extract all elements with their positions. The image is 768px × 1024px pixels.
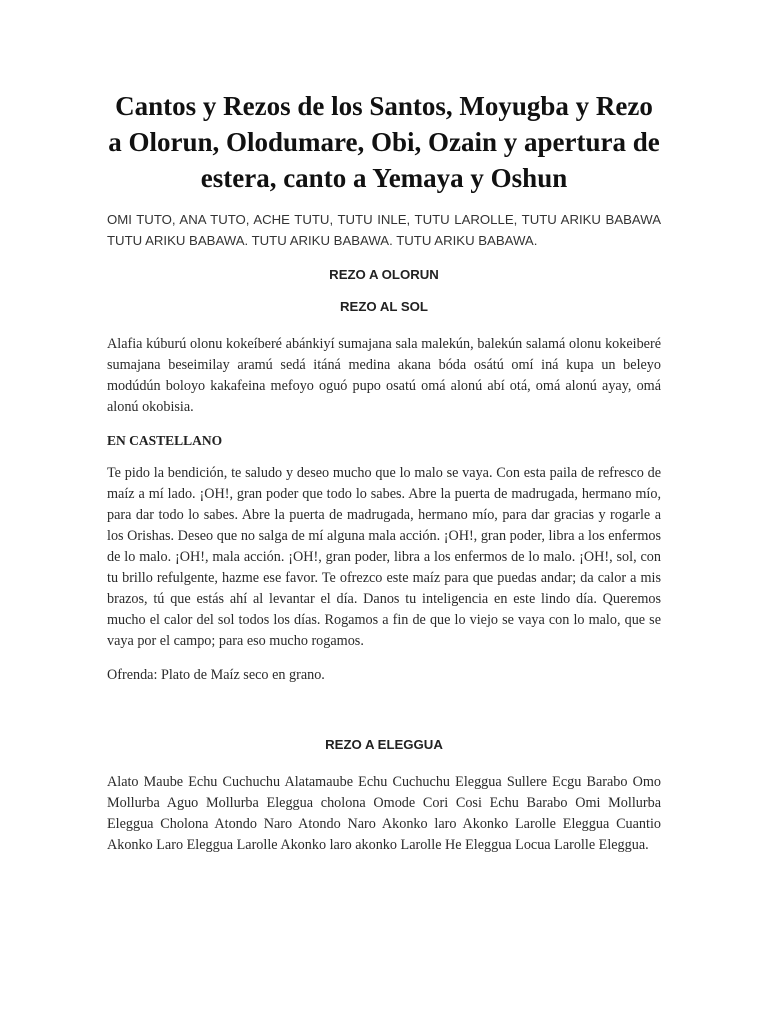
castellano-paragraph: Te pido la bendición, te saludo y deseo mucho que lo malo se vaya. Con esta paila de refresco de maíz a mí lado. ¡OH!, gran poder que todo lo sabes. Abre la puerta de madrugada, hermano mío, para dar todo lo sabes. Abre la puerta de madrugada, hermano mío, para dar gracias y rogarle a los Orishas. Deseo que no salga de mí alguna mala acción. ¡OH!, gran poder, libra a los enfermos de lo malo. ¡OH!, mala acción. ¡OH!, gran poder, libra a los enfermos de lo malo. ¡OH!, sol, con tu brillo refulgente, hazme ese favor. Te ofrezco este maíz para que puedas andar; da calor a mis brazos, tú que estás ahí al levantar el día. Danos tu inteligencia en este lindo día. Queremos mucho el calor del sol todos los días. Rogamos a fin de que lo viejo se vaya con lo malo, que se vaya por el campo; para eso mucho rogamos. xyxy=(107,465,661,649)
document-page xyxy=(107,88,661,869)
rezo-olorun-heading: REZO A OLORUN xyxy=(329,267,439,282)
document-title: Cantos y Rezos de los Santos, Moyugba y Rezo a Olorun, Olodumare, Obi, Ozain y apertura de estera, canto a Yemaya y Oshun xyxy=(108,91,660,193)
castellano-heading: EN CASTELLANO xyxy=(107,433,223,448)
rezo-eleggua-paragraph: Alato Maube Echu Cuchuchu Alatamaube Echu Cuchuchu Eleggua Sullere Ecgu Barabo Omo Mollurba Aguo Mollurba Eleggua cholona Omode Cori Cosi Echu Barabo Omi Mollurba Eleggua Cholona Atondo Naro Atondo Naro Akonko laro Akonko Larolle Eleggua Cuantio Akonko Laro Eleggua Larolle Akonko laro akonko Larolle He Eleggua Locua Larolle Eleggua. xyxy=(107,774,661,853)
rezo-sol-paragraph: Alafia kúburú olonu kokeíberé abánkiyí sumajana sala malekún, balekún salamá olonu kokeiberé sumajana beseimilay aramú sedá itáná medina akana bóda osátú omí iná kupa un beleyo modúdún boloyo kakafeina mefoyo oguó pupo osatú omá alonú abí otá, omá alonú ayay, omá alonú okobisia. xyxy=(107,336,661,415)
intro-paragraph: OMI TUTO, ANA TUTO, ACHE TUTU, TUTU INLE, TUTU LAROLLE, TUTU ARIKU BABAWA TUTU ARIKU BABAWA. TUTU ARIKU BABAWA. TUTU ARIKU BABAWA. xyxy=(107,212,661,248)
rezo-eleggua-heading: REZO A ELEGGUA xyxy=(325,737,443,752)
ofrenda-paragraph: Ofrenda: Plato de Maíz seco en grano. xyxy=(107,667,325,683)
rezo-sol-heading: REZO AL SOL xyxy=(340,299,428,314)
